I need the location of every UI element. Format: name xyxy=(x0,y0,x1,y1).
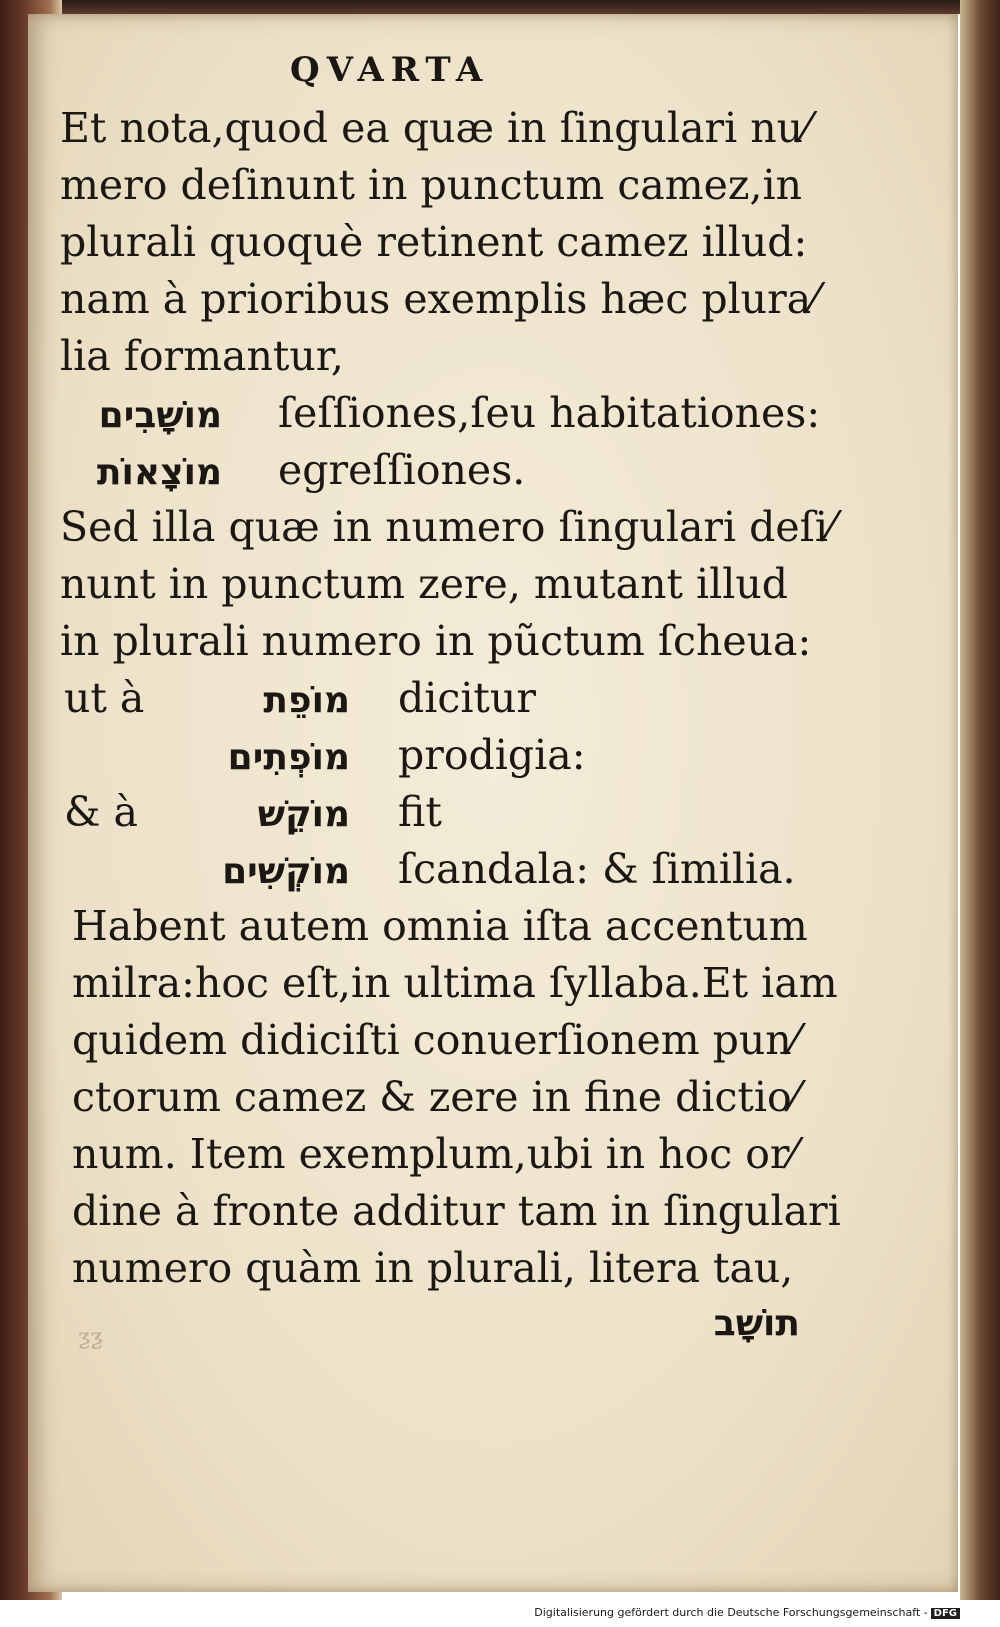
hebrew-word: מוֹקֵשׁ xyxy=(257,794,350,835)
latin-gloss: ſeſſiones,ſeu habitationes: xyxy=(278,389,821,437)
text-line: mero deſinunt in punctum camez,in xyxy=(60,161,803,209)
text-line: plurali quoquè retinent camez illud: xyxy=(60,218,808,266)
hebrew-word: מוֹפְתִים xyxy=(227,737,350,778)
hebrew-word: מוֹשָׁבִים xyxy=(98,395,222,436)
example-prefix: ut à xyxy=(64,674,145,722)
text-line: quidem didiciſti conuerſionem pun⁄ xyxy=(72,1016,799,1064)
latin-gloss: dicitur xyxy=(398,674,536,722)
text-line: Habent autem omnia iſta accentum xyxy=(72,902,808,950)
text-line: Sed illa quæ in numero ſingulari deſi⁄ xyxy=(60,503,835,551)
text-line: dine à fronte additur tam in ſingulari xyxy=(72,1187,841,1235)
text-line: lia formantur, xyxy=(60,332,344,380)
text-line: Et nota,quod ea quæ in ſingulari nu⁄ xyxy=(60,104,810,152)
text-line: milra:hoc eſt,in ultima ſyllaba.Et iam xyxy=(72,959,838,1007)
hebrew-word: מוֹפֵת xyxy=(263,680,350,721)
hebrew-word: מוֹקְשִׁים xyxy=(222,851,350,892)
latin-gloss: prodigia: xyxy=(398,731,586,779)
dfg-logo: DFG xyxy=(931,1608,960,1619)
text-line: nunt in punctum zere, mutant illud xyxy=(60,560,788,608)
faint-mark: ƺƺ xyxy=(78,1325,103,1350)
hebrew-word: מוֹצָאוֹת xyxy=(96,452,222,493)
catchword: תוֹשָׁב xyxy=(713,1303,800,1344)
latin-gloss: fit xyxy=(398,788,442,836)
running-title: QVARTA xyxy=(290,50,490,90)
digitization-credit xyxy=(534,1606,960,1619)
text-line: nam à prioribus exemplis hæc plura⁄ xyxy=(60,275,818,323)
text-line: numero quàm in plurali, litera tau, xyxy=(72,1244,794,1292)
text-line: num. Item exemplum,ubi in hoc or⁄ xyxy=(72,1130,797,1178)
latin-gloss: egreſſiones. xyxy=(278,446,526,494)
example-prefix: & à xyxy=(64,788,138,836)
text-line: in plurali numero in pũctum ſcheua: xyxy=(60,617,812,665)
latin-gloss: ſcandala: & ſimilia. xyxy=(398,845,796,893)
text-line: ctorum camez & zere in fine dictio⁄ xyxy=(72,1073,799,1121)
credit-text: Digitalisierung gefördert durch die Deutsche Forschungsgemeinschaft - xyxy=(534,1606,928,1619)
